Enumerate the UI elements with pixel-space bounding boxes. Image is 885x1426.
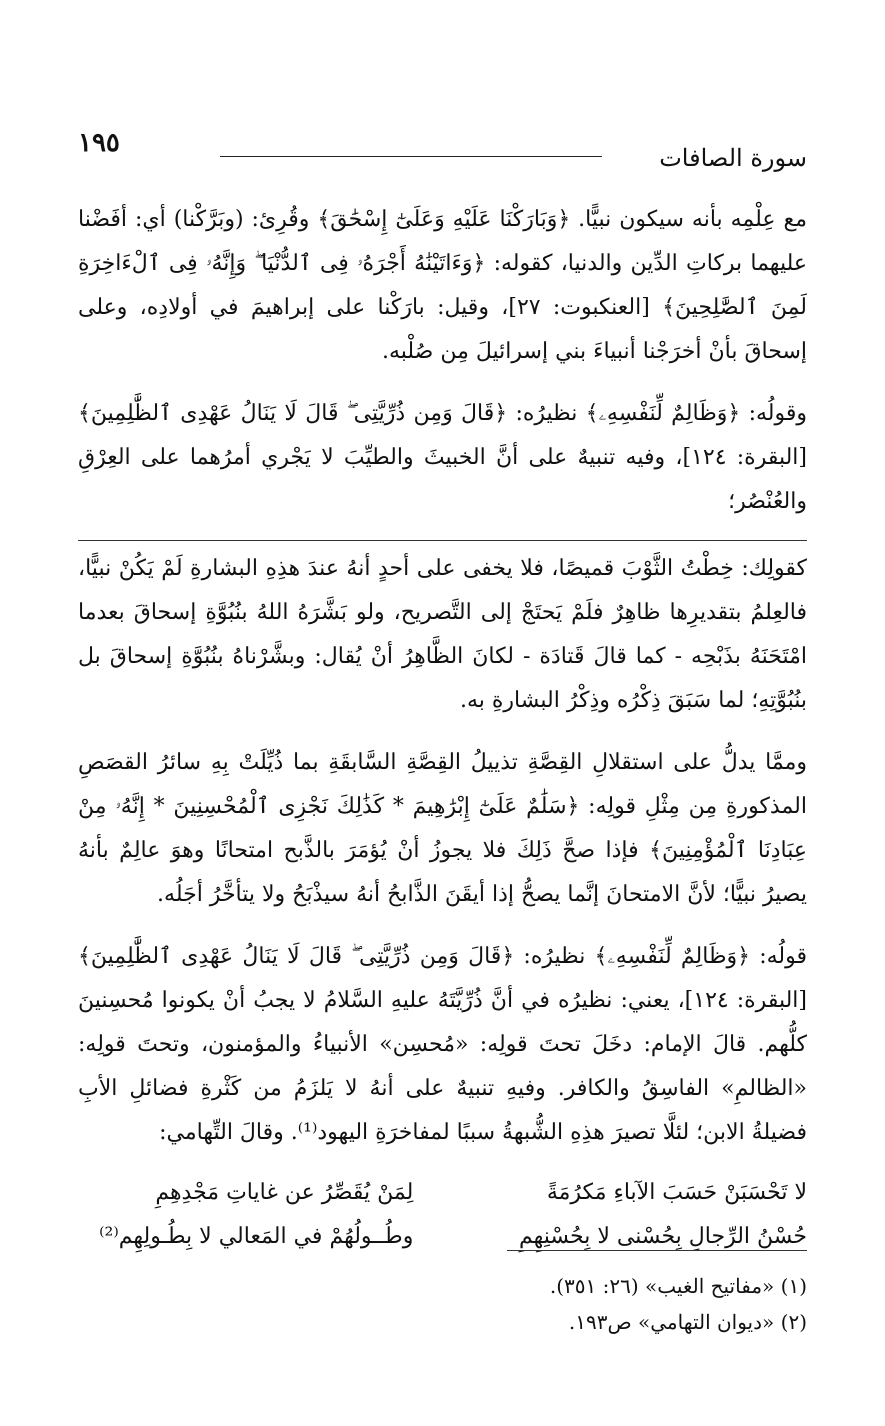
footnote: (٢) «ديوان التهامي» ص١٩٣.: [568, 1310, 807, 1334]
poem-hemistich-first: حُسْنُ الرِّجالِ بِحُسْنى لا بِحُسْنِهِمِ: [518, 1224, 807, 1249]
main-paragraph: مع عِلْمِه بأنه سيكون نبيًّا. ﴿وَبَارَكْنَا عَلَيْهِ وَعَلَىٰٓ إِسْحَٰقَ﴾ وقُرِئ: (وبَرَّكْنا) أي: أفَضْنا عليهما بركاتِ الدِّين والدنيا، كقوله: ﴿وَءَاتَيْنَٰهُ أَجْرَهُۥ فِى ٱلدُّنْيَا ۖ وَإِنَّهُۥ فِى ٱلْءَاخِرَةِ لَمِنَ ٱلصَّٰلِحِينَ﴾ [العنكبوت: ٢٧]، وقيل: بارَكْنا على إبراهيمَ في أولادِه، وعلى إسحاقَ بأنْ أخرَجْنا أنبياءَ بني إسرائيلَ مِن صُلْبه.: [78, 207, 807, 364]
poem: [78, 1171, 807, 1259]
header-rule: [220, 156, 602, 157]
poem-hemistich-second: وطُــولُهُمْ في المَعالي لا بِطُـولِهِم⁽²⁾: [99, 1224, 414, 1249]
commentary-paragraph: قولُه: ﴿وَظَالِمٌ لِّنَفْسِهِۦ﴾ نظيرُه: ﴿قَالَ وَمِن ذُرِّيَّتِى ۖ قَالَ لَا يَنَالُ عَهْدِى ٱلظَّٰلِمِينَ﴾ [البقرة: ١٢٤]، يعني: نظيرُه في أنَّ ذُرِّيَّتَهُ عليهِ السَّلامُ لا يجبُ أنْ يكونوا مُحسِنينَ كلُّهم. قالَ الإمام: دخَلَ تحتَ قولِه: «مُحسِن» الأنبياءُ والمؤمنون، وتحتَ قولِه: «الظالمِ» الفاسِقُ والكافر. وفيهِ تنبيهٌ على أنهُ لا يَلزَمُ من كَثْرةِ فضائلِ الأبِ فضيلةُ الابن؛ لئلَّا تصيرَ هذِهِ الشُّبهةُ سببًا لمفاخرَةِ اليهود⁽¹⁾. وقالَ التِّهامي:: [78, 944, 807, 1145]
commentary-paragraph: وممَّا يدلُّ على استقلالِ القِصَّةِ تذييلُ القِصَّةِ السَّابقَةِ بما ذُيِّلَتْ بِهِ سائرُ القصَصِ المذكورةِ مِن مِثْلِ قولِه: ﴿سَلَٰمٌ عَلَىٰٓ إِبْرَٰهِيمَ * كَذَٰلِكَ نَجْزِى ٱلْمُحْسِنِينَ * إِنَّهُۥ مِنْ عِبَادِنَا ٱلْمُؤْمِنِينَ﴾ فإذا صحَّ ذَلِكَ فلا يجوزُ أنْ يُؤمَرَ بالذَّبح امتحانًا وهوَ عالِمٌ بأنهُ يصيرُ نبيًّا؛ لأنَّ الامتحانَ إنَّما يصحُّ إذا أيقَنَ الذَّابحُ أنهُ سيذْبَحُ ولا يتأخَّرُ أجَلُه.: [78, 750, 807, 907]
footnotes: [78, 1268, 807, 1340]
page-body: [78, 198, 807, 1259]
commentary-divider: [78, 540, 807, 541]
poem-verse: [78, 1171, 807, 1215]
poem-hemistich-second: لِمَنْ يُقَصِّرُ عن غاياتِ مَجْدِهِمِ: [155, 1180, 414, 1205]
page-number: ١٩٥: [78, 128, 120, 158]
commentary-paragraph: كقولِك: خِطْتُ الثَّوْبَ قميصًا، فلا يخفى على أحدٍ أنهُ عندَ هذِهِ البشارةِ لَمْ يَكُنْ نبيًّا، فالعِلمُ بتقديرِها ظاهِرٌ فلَمْ يَحتَجْ إلى التَّصريح، ولو بَشَّرَهُ اللهُ بنُبُوَّةِ إسحاقَ بعدما امْتَحَنَهُ بذَبْحِه - كما قالَ قَتادَة - لكانَ الظَّاهِرُ أنْ يُقال: وبشَّرْناهُ بنُبُوَّةِ إسحاقَ بل بنُبُوَّتِهِ؛ لما سَبَقَ ذِكْرُه وذِكْرُ البشارةِ به.: [78, 556, 807, 713]
poem-verse: [78, 1215, 807, 1259]
footnote: (١) «مفاتيح الغيب» (٢٦: ٣٥١).: [549, 1274, 807, 1298]
main-paragraph: وقولُه: ﴿وَظَالِمٌ لِّنَفْسِهِۦ﴾ نظيرُه: ﴿قَالَ وَمِن ذُرِّيَّتِى ۖ قَالَ لَا يَنَالُ عَهْدِى ٱلظَّٰلِمِينَ﴾ [البقرة: ١٢٤]، وفيه تنبيهٌ على أنَّ الخبيثَ والطيِّبَ لا يَجْري أمرُهما على العِرْقِ والعُنْصُر؛: [78, 401, 807, 514]
footnote-rule: [507, 1250, 807, 1251]
poem-hemistich-first: لا تَحْسَبَنْ حَسَبَ الآباءِ مَكرُمَةً: [546, 1180, 807, 1205]
sura-title: سورة الصافات: [659, 144, 807, 172]
page-header: [78, 128, 807, 188]
